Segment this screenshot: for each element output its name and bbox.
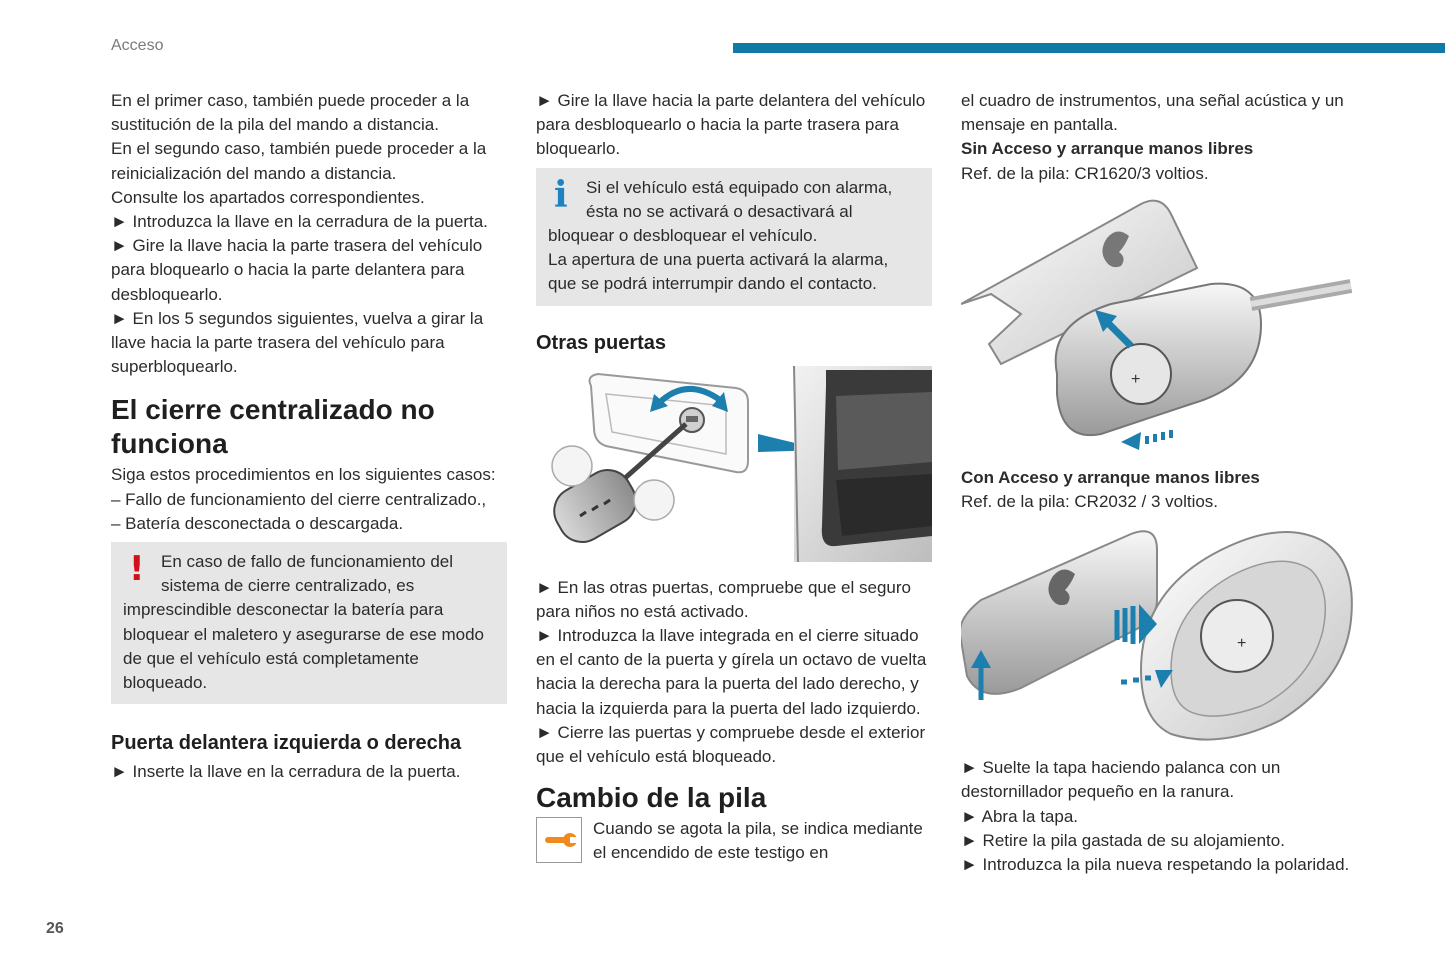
door-lock-illustration [536, 366, 932, 566]
section-heading: Cambio de la pila [536, 782, 767, 814]
info-icon: i [554, 173, 568, 216]
info-box [536, 168, 932, 306]
bullet-step: ► En las otras puertas, compruebe que el seguro para niños no está activado. [536, 577, 911, 621]
section-title: Acceso [111, 37, 164, 54]
key-battery-illustration-cr1620 [961, 194, 1357, 464]
paragraph: el cuadro de instrumentos, una señal acústica y un mensaje en pantalla. [961, 91, 1344, 135]
svg-text:+: + [1131, 370, 1141, 388]
paragraph: En el primer caso, también puede proceder a la sustitución de la pila del mando a distancia. [111, 91, 470, 135]
bullet-step: ► Abra la tapa. [961, 806, 1079, 826]
bullet-step: ► Suelte la tapa haciendo palanca con un destornillador pequeño en la ranura. [961, 758, 1281, 802]
subheading: Otras puertas [536, 331, 667, 354]
battery-reference: Ref. de la pila: CR2032 / 3 voltios. [961, 492, 1219, 512]
wrench-warning-light-icon [536, 817, 582, 863]
bullet-step: ► Introduzca la pila nueva respetando la polaridad. [961, 855, 1350, 875]
battery-reference: Ref. de la pila: CR1620/3 voltios. [961, 163, 1209, 183]
section-heading: El cierre centralizado no funciona [111, 394, 435, 460]
subheading: Puerta delantera izquierda o derecha [111, 732, 462, 755]
paragraph: Cuando se agota la pila, se indica mediante el encendido de este testigo en [593, 819, 923, 863]
warning-text: En caso de fallo de funcionamiento del sistema de cierre centralizado, es [161, 552, 454, 596]
bullet-step: ► Gire la llave hacia la parte trasera del vehículo para bloquearlo o hacia la parte delantera para desbloquearlo. [111, 236, 483, 304]
dash-item: – Batería desconectada o descargada. [111, 513, 404, 533]
exclamation-warning-icon: ! [129, 549, 145, 590]
paragraph: Siga estos procedimientos en los siguientes casos: [111, 465, 496, 485]
bullet-step: ► Cierre las puertas y compruebe desde el exterior que el vehículo está bloqueado. [536, 722, 926, 767]
key-battery-illustration-cr2032 [961, 520, 1357, 750]
page-number: 26 [46, 920, 64, 937]
column-3 [961, 89, 1357, 877]
bullet-step: ► Inserte la llave en la cerradura de la puerta. [111, 762, 461, 782]
subheading: Sin Acceso y arranque manos libres [961, 139, 1254, 159]
subheading: Con Acceso y arranque manos libres [961, 467, 1260, 487]
column-2 [536, 89, 932, 867]
warning-text: imprescindible desconectar la batería para bloquear el maletero y asegurarse de ese modo de que el vehículo está completamente bloqueado. [123, 600, 484, 693]
column-1 [111, 89, 507, 784]
dash-item: – Fallo de funcionamiento del cierre centralizado., [111, 489, 487, 509]
bullet-step: ► Introduzca la llave en la cerradura de la puerta. [111, 212, 488, 232]
bullet-step: ► En los 5 segundos siguientes, vuelva a girar la llave hacia la parte trasera del vehículo para superbloquearlo. [111, 308, 484, 377]
paragraph: En el segundo caso, también puede proceder a la reinicialización del mando a distancia. [111, 139, 487, 183]
bullet-step: ► Introduzca la llave integrada en el cierre situado en el canto de la puerta y gírela un octavo de vuelta hacia la derecha para la puerta del lado derecho, y hacia la izquierda para la puerta del lado izquierdo. [536, 626, 927, 718]
bullet-step: ► Retire la pila gastada de su alojamiento. [961, 830, 1285, 850]
paragraph: Consulte los apartados correspondientes. [111, 187, 425, 207]
header-accent-bar [733, 43, 1445, 53]
svg-text:+: + [1237, 635, 1247, 653]
info-text: La apertura de una puerta activará la alarma, que se podrá interrumpir dando el contacto. [548, 250, 889, 294]
battery-warning-row [536, 817, 932, 867]
info-text: bloquear o desbloquear el vehículo. [548, 226, 818, 246]
info-text: Si el vehículo está equipado con alarma, ésta no se activará o desactivará al [586, 177, 893, 221]
bullet-step: ► Gire la llave hacia la parte delantera del vehículo para desbloquearlo o hacia la parte trasera para bloquearlo. [536, 91, 926, 159]
warning-box [111, 542, 507, 704]
